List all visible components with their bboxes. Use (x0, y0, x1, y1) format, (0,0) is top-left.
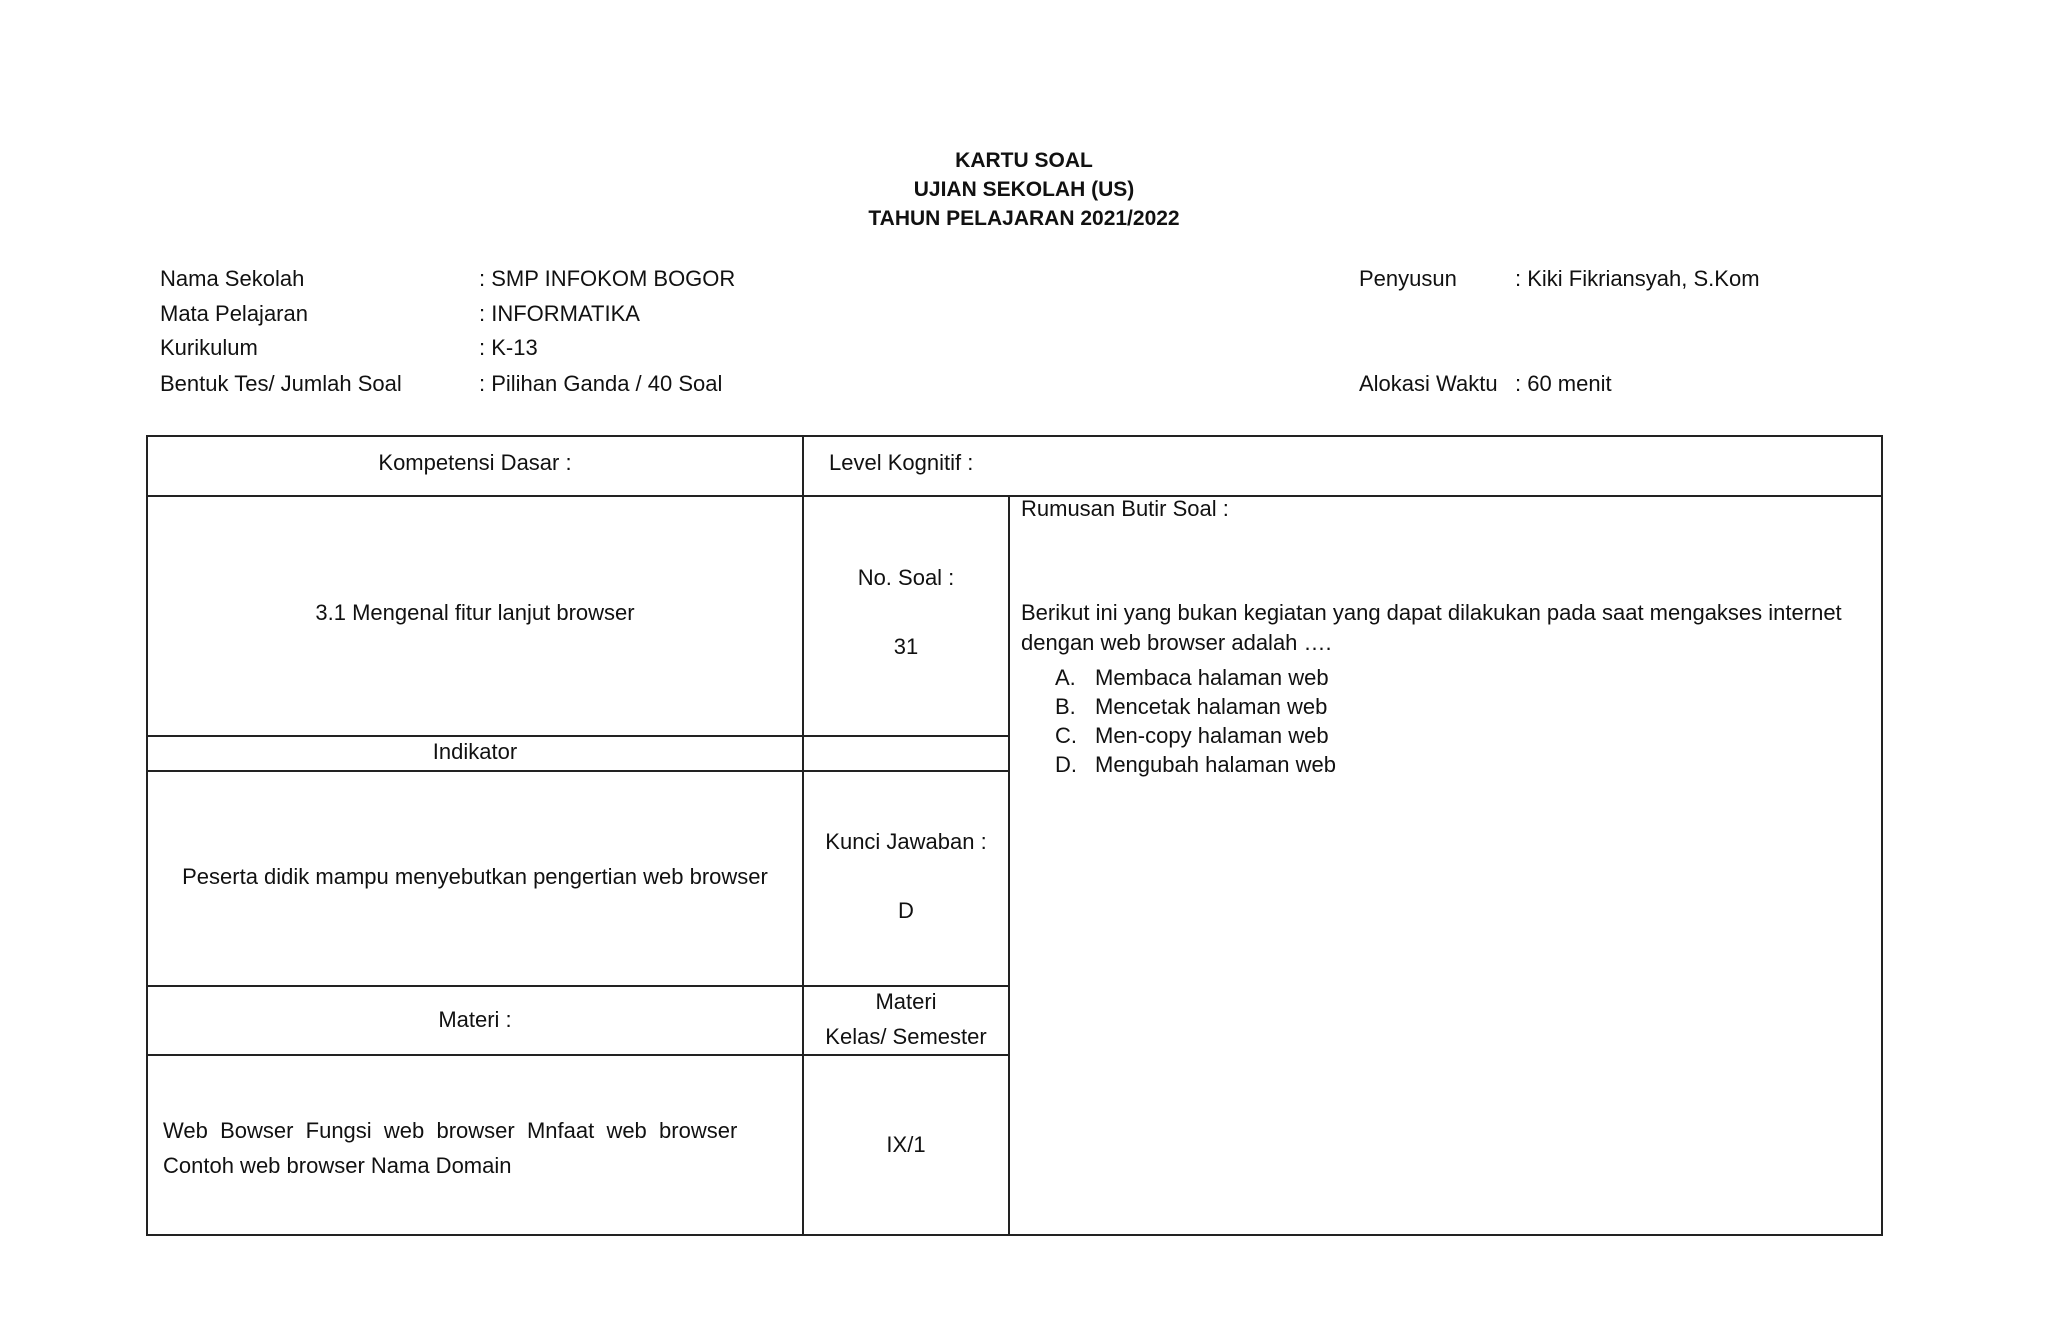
level-header: Level Kognitif : (829, 450, 974, 475)
option-letter: A. (1055, 665, 1076, 690)
option-b (1055, 692, 1336, 721)
option-text: Mencetak halaman web (1095, 694, 1328, 719)
option-text: Membaca halaman web (1095, 665, 1329, 690)
author-label: Penyusun (1359, 266, 1457, 291)
no-soal-label: No. Soal : (857, 565, 955, 590)
answer-options (1055, 663, 1336, 779)
divider-header-bottom (146, 495, 1883, 497)
exam-name: UJIAN SEKOLAH (US) (913, 178, 1135, 201)
option-c (1055, 721, 1336, 750)
school-label: Nama Sekolah (160, 266, 305, 291)
curriculum-value: : K-13 (479, 335, 538, 360)
kd-value: 3.1 Mengenal fitur lanjut browser (315, 600, 635, 625)
question-text-line2: dengan web browser adalah …. (1021, 630, 1332, 655)
indikator-value: Peserta didik mampu menyebutkan pengertian web browser (182, 864, 768, 889)
option-a (1055, 663, 1336, 692)
kunci-value: D (898, 898, 914, 923)
school-value: : SMP INFOKOM BOGOR (479, 266, 736, 291)
indikator-header: Indikator (432, 739, 518, 764)
divider-col2 (1008, 496, 1010, 1236)
materi-header: Materi : (438, 1007, 512, 1032)
divider-row-materi (146, 1054, 1009, 1056)
option-text: Men-copy halaman web (1095, 723, 1329, 748)
option-letter: D. (1055, 752, 1077, 777)
card-title: KARTU SOAL (955, 149, 1093, 172)
divider-row-indikator (146, 770, 1009, 772)
materi-value-line2: Contoh web browser Nama Domain (163, 1153, 512, 1178)
subject-value: : INFORMATIKA (479, 301, 640, 326)
question-label: Rumusan Butir Soal : (1021, 496, 1229, 521)
kelas-semester-label: Kelas/ Semester (825, 1024, 987, 1049)
option-d (1055, 750, 1336, 779)
question-text-line1: Berikut ini yang bukan kegiatan yang dapat dilakukan pada saat mengakses internet (1021, 600, 1842, 625)
curriculum-label: Kurikulum (160, 335, 258, 360)
test-form-label: Bentuk Tes/ Jumlah Soal (160, 371, 402, 396)
materi-value-line1: Web Bowser Fungsi web browser Mnfaat web browser (163, 1118, 738, 1143)
subject-label: Mata Pelajaran (160, 301, 308, 326)
no-soal-value: 31 (893, 634, 919, 659)
materi-label: Materi (875, 989, 937, 1014)
option-text: Mengubah halaman web (1095, 752, 1336, 777)
time-label: Alokasi Waktu (1359, 371, 1498, 396)
test-form-value: : Pilihan Ganda / 40 Soal (479, 371, 723, 396)
academic-year: TAHUN PELAJARAN 2021/2022 (868, 207, 1180, 230)
kd-header: Kompetensi Dasar : (378, 450, 572, 475)
option-letter: B. (1055, 694, 1076, 719)
kunci-label: Kunci Jawaban : (825, 829, 987, 854)
time-value: : 60 menit (1515, 371, 1612, 396)
info-block (0, 0, 2048, 420)
option-letter: C. (1055, 723, 1077, 748)
kelas-value: IX/1 (886, 1132, 926, 1157)
author-value: : Kiki Fikriansyah, S.Kom (1515, 266, 1760, 291)
